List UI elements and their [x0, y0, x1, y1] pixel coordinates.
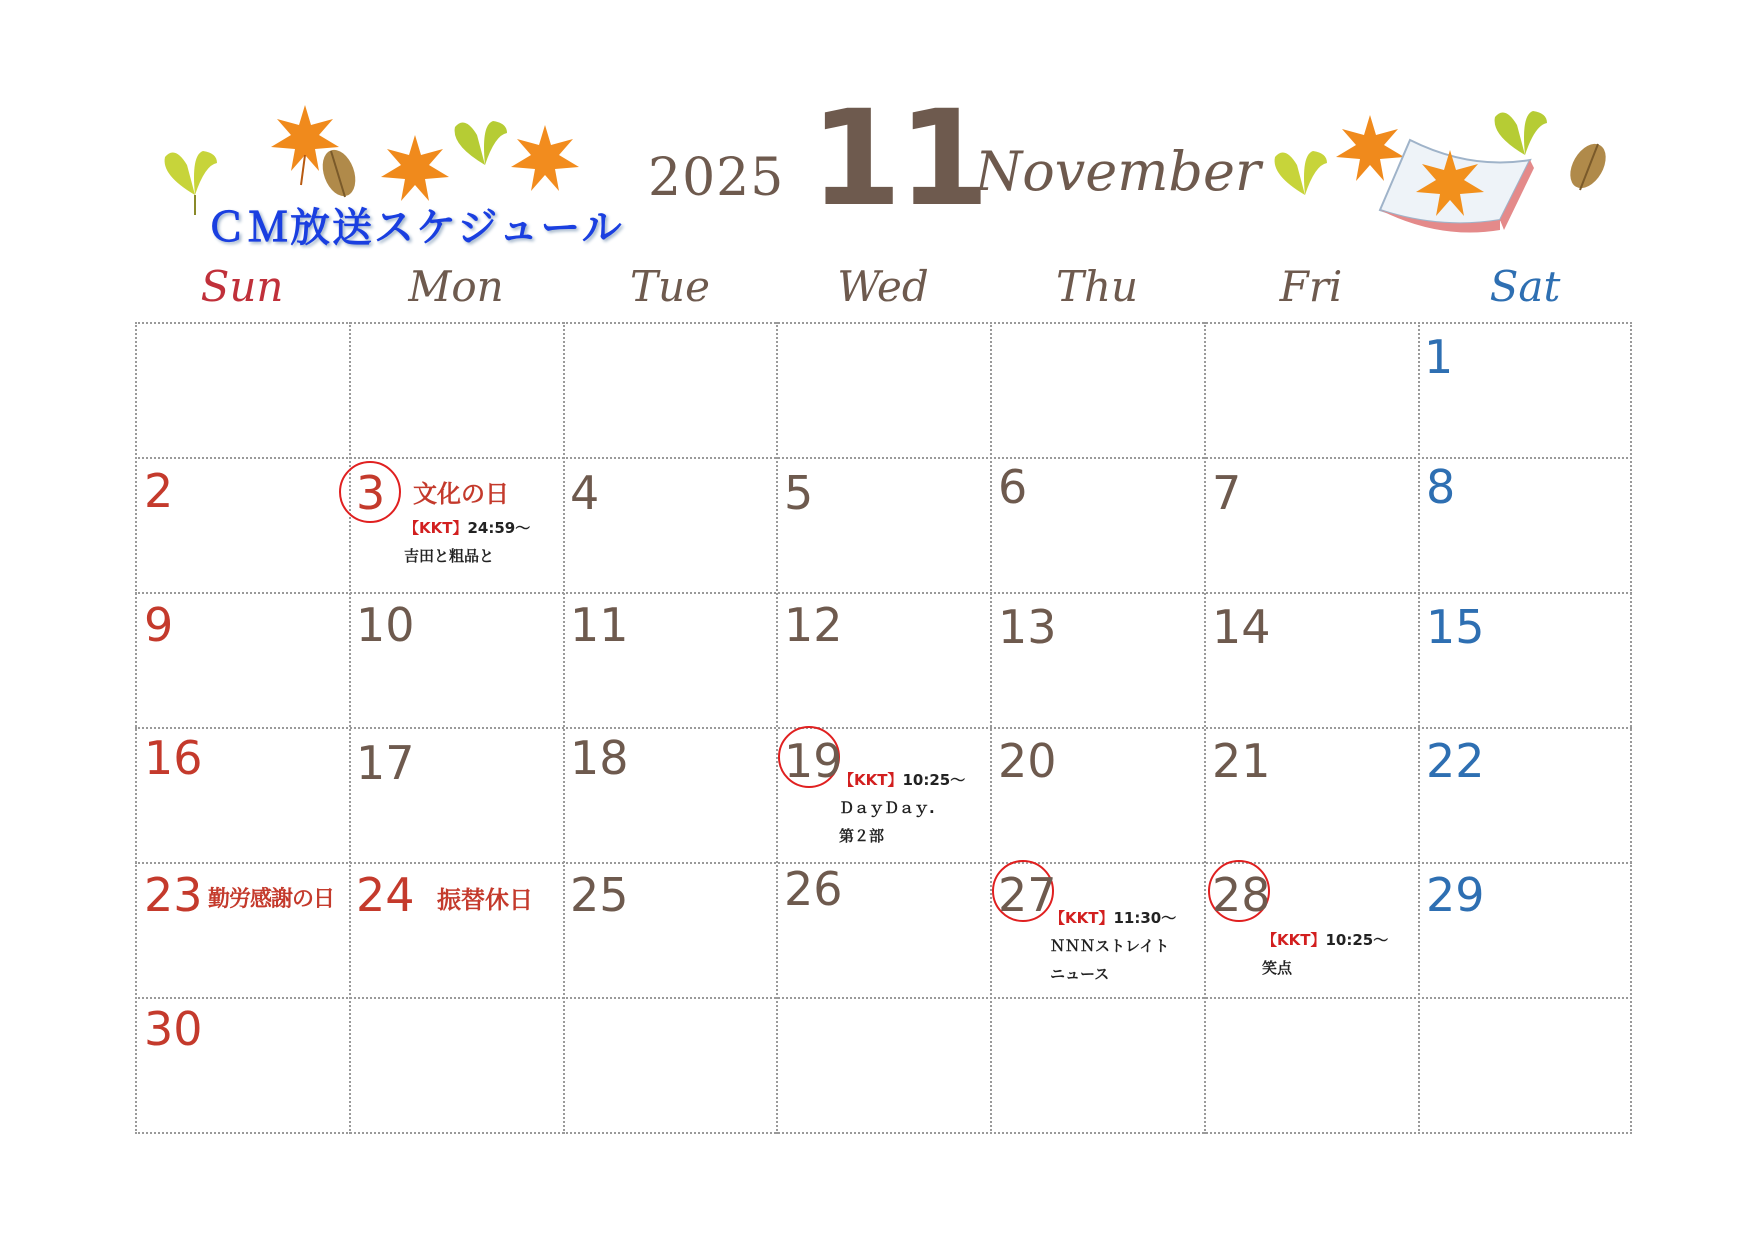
- weekday-thu: Thu: [1055, 262, 1139, 311]
- day-number: 5: [784, 466, 814, 520]
- day-number: 30: [144, 1002, 203, 1056]
- brown-leaf-icon: [1563, 138, 1613, 195]
- year-label: 2025: [648, 148, 785, 208]
- grid-divider: [135, 457, 1632, 459]
- ginkgo-leaf-icon: [455, 121, 507, 165]
- day-number: 24: [356, 868, 415, 922]
- day-number: 4: [570, 466, 600, 520]
- grid-divider: [135, 862, 1632, 864]
- ginkgo-leaf-icon: [1275, 151, 1327, 195]
- broadcast-entry: [404, 514, 530, 570]
- day-number: 28: [1212, 868, 1271, 922]
- month-number: 11: [810, 82, 986, 236]
- weekday-tue: Tue: [630, 262, 710, 311]
- day-number: 29: [1426, 868, 1485, 922]
- day-number: 13: [998, 600, 1057, 654]
- brown-leaf-icon: [317, 145, 362, 200]
- day-number: 26: [784, 862, 843, 916]
- program-name: ニュース: [1050, 965, 1110, 983]
- day-number: 25: [570, 868, 629, 922]
- holiday-label: 振替休日: [437, 886, 533, 914]
- day-number: 15: [1426, 600, 1485, 654]
- weekday-fri: Fri: [1279, 262, 1343, 311]
- month-name: November: [975, 140, 1261, 203]
- holiday-label: 勤労感謝の日: [208, 887, 335, 912]
- day-number: 16: [144, 731, 203, 785]
- program-name: 吉田と粗品と: [404, 547, 495, 565]
- channel-label: 【KKT】: [1050, 909, 1114, 927]
- day-number: 22: [1426, 734, 1485, 788]
- day-number: 2: [144, 464, 174, 518]
- day-number: 12: [784, 598, 843, 652]
- weekday-sun: Sun: [200, 262, 284, 311]
- maple-leaf-icon: [511, 125, 579, 191]
- day-number: 17: [356, 736, 415, 790]
- broadcast-time: 11:30～: [1113, 909, 1177, 927]
- day-number: 7: [1212, 466, 1242, 520]
- grid-divider: [135, 727, 1632, 729]
- day-number: 27: [998, 868, 1057, 922]
- channel-label: 【KKT】: [1262, 931, 1326, 949]
- day-number: 18: [570, 731, 629, 785]
- program-name: ＮＮＮストレイト: [1050, 937, 1170, 955]
- ginkgo-leaf-icon: [1495, 111, 1547, 155]
- day-number: 8: [1426, 460, 1456, 514]
- day-number: 3: [356, 466, 386, 520]
- broadcast-time: 10:25～: [1325, 931, 1389, 949]
- day-number: 19: [784, 734, 843, 788]
- day-number: 6: [998, 460, 1028, 514]
- program-name: 笑点: [1262, 959, 1293, 977]
- grid-divider: [135, 592, 1632, 594]
- weekday-wed: Wed: [837, 262, 929, 311]
- day-number: 23: [144, 868, 203, 922]
- program-name: 第２部: [839, 827, 885, 845]
- maple-leaf-icon: [381, 135, 449, 201]
- day-number: 1: [1424, 330, 1454, 384]
- broadcast-entry: [839, 766, 965, 850]
- day-number: 20: [998, 734, 1057, 788]
- weekday-mon: Mon: [408, 262, 504, 311]
- grid-divider: [135, 997, 1632, 999]
- channel-label: 【KKT】: [839, 771, 903, 789]
- broadcast-entry: [1050, 904, 1176, 988]
- day-number: 11: [570, 598, 629, 652]
- broadcast-entry: [1262, 926, 1388, 982]
- day-number: 9: [144, 598, 174, 652]
- program-name: ＤａｙＤａｙ.: [839, 799, 935, 817]
- maple-leaf-icon: [1336, 115, 1404, 181]
- broadcast-time: 24:59～: [467, 519, 531, 537]
- channel-label: 【KKT】: [404, 519, 468, 537]
- weekday-sat: Sat: [1489, 262, 1561, 311]
- holiday-label: 文化の日: [413, 480, 509, 508]
- day-number: 14: [1212, 600, 1271, 654]
- autumn-leaves-right-icon: [1270, 100, 1625, 255]
- day-number: 10: [356, 598, 415, 652]
- broadcast-time: 10:25～: [902, 771, 966, 789]
- page-subtitle: ＣＭ放送スケジュール: [206, 205, 624, 251]
- day-number: 21: [1212, 734, 1271, 788]
